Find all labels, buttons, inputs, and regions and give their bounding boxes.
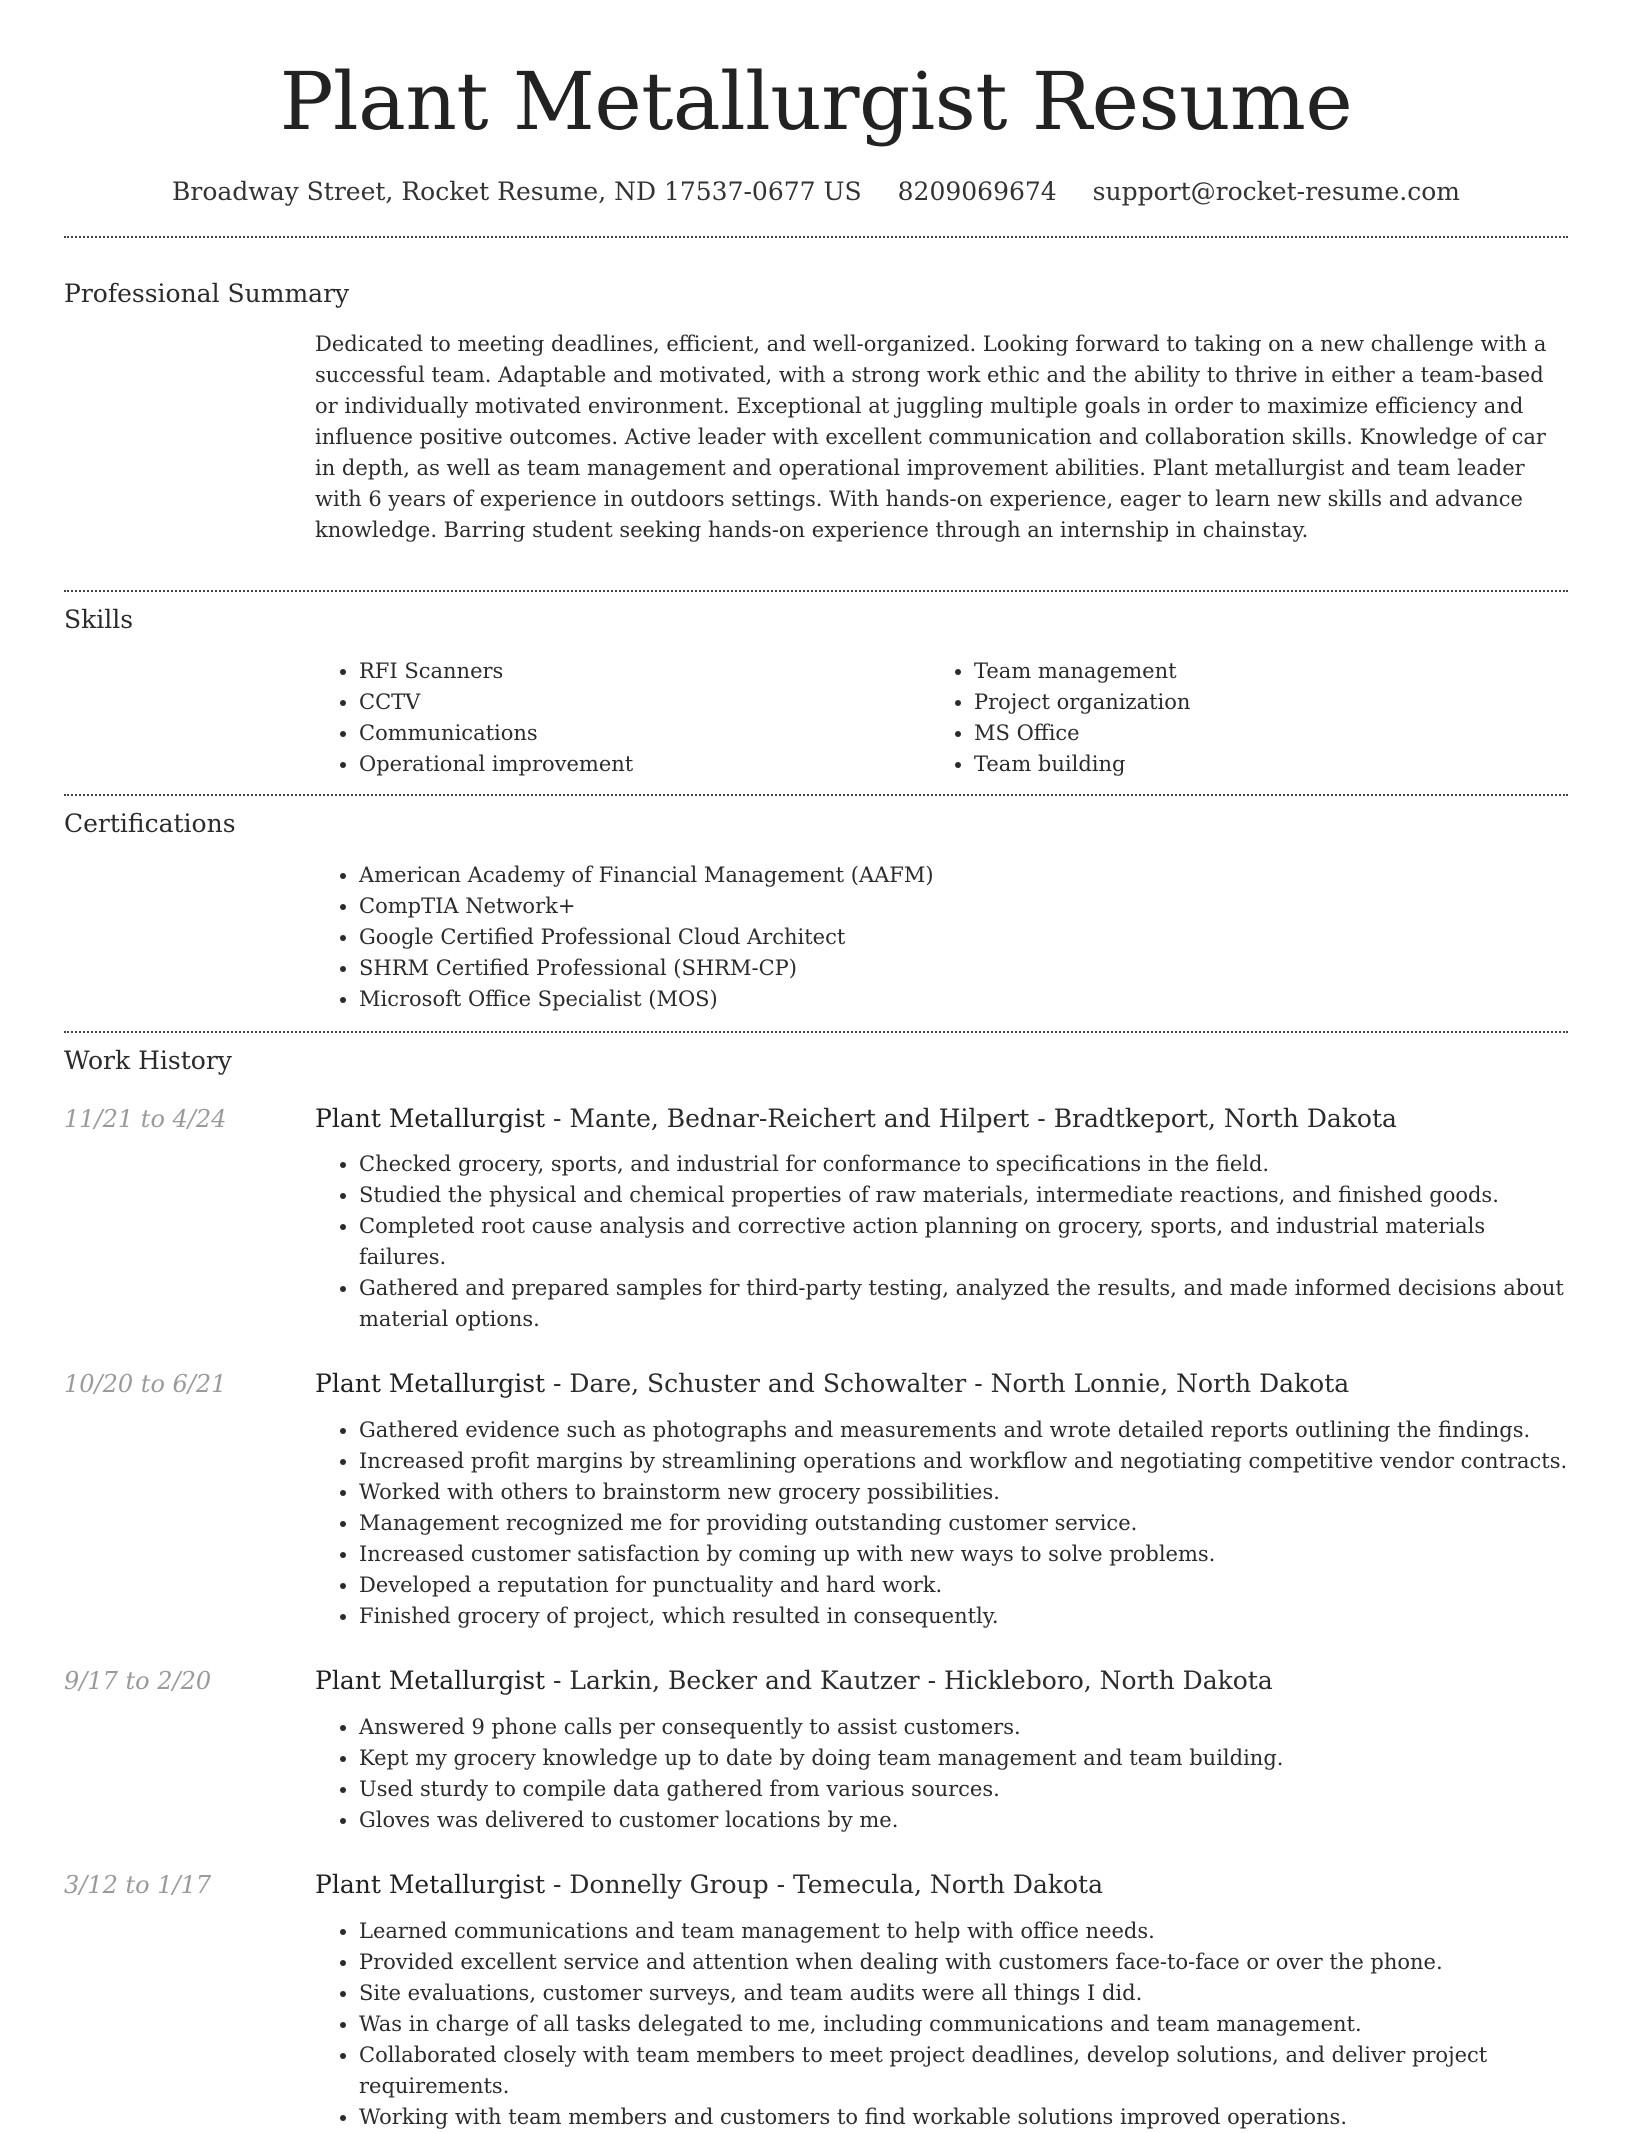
job-title-line: Plant Metallurgist - Mante, Bednar-Reichert and Hilpert - Bradtkeport, North Dakota xyxy=(315,1104,1397,1133)
job-entry xyxy=(64,1663,1568,1836)
job-dates: 10/20 to 6/21 xyxy=(64,1370,227,1398)
contact-address: Broadway Street, Rocket Resume, ND 17537-0677 US xyxy=(172,177,862,206)
list-item: • RFI Scanners xyxy=(359,656,930,687)
job-role: Plant Metallurgist xyxy=(315,1870,546,1899)
list-item: • Was in charge of all tasks delegated to me, including communications and team management. xyxy=(359,2009,1568,2040)
list-item: • SHRM Certified Professional (SHRM-CP) xyxy=(359,953,1568,984)
list-item: • Increased profit margins by streamlining operations and workflow and negotiating competitive vendor contracts. xyxy=(359,1446,1568,1477)
job-bullets xyxy=(315,1712,1568,1836)
job-location: Temecula, North Dakota xyxy=(793,1870,1103,1899)
list-item: • Team building xyxy=(974,749,1545,780)
job-dates: 9/17 to 2/20 xyxy=(64,1667,212,1695)
list-item: • Operational improvement xyxy=(359,749,930,780)
job-location: Bradtkeport, North Dakota xyxy=(1053,1104,1397,1133)
resume-title: Plant Metallurgist Resume xyxy=(279,55,1353,148)
job-dates: 3/12 to 1/17 xyxy=(64,1871,212,1899)
job-company: Donnelly Group xyxy=(569,1870,769,1899)
list-item: • Used sturdy to compile data gathered from various sources. xyxy=(359,1774,1568,1805)
contact-email: support@rocket-resume.com xyxy=(1092,177,1460,206)
list-item: • Communications xyxy=(359,718,930,749)
work-history-heading: Work History xyxy=(64,1046,232,1075)
job-bullets xyxy=(315,1149,1568,1335)
job-company: Dare, Schuster and Schowalter xyxy=(569,1369,967,1398)
list-item: • Microsoft Office Specialist (MOS) xyxy=(359,984,1568,1015)
job-title-line: Plant Metallurgist - Donnelly Group - Temecula, North Dakota xyxy=(315,1870,1103,1899)
job-entry xyxy=(64,1101,1568,1335)
list-item: • Studied the physical and chemical properties of raw materials, intermediate reactions, and finished goods. xyxy=(359,1180,1568,1211)
list-item: • Answered 9 phone calls per consequently to assist customers. xyxy=(359,1712,1568,1743)
job-role: Plant Metallurgist xyxy=(315,1369,546,1398)
list-item: • Working with team members and customers to find workable solutions improved operations. xyxy=(359,2102,1568,2133)
list-item: • Finished grocery of project, which resulted in consequently. xyxy=(359,1601,1568,1632)
summary-text: Dedicated to meeting deadlines, efficient, and well-organized. Looking forward to taking on a new challenge with a successful team. Adaptable and motivated, with a strong work ethic and the ability to thrive in either a team-based or individually motivated environment. Exceptional at juggling multiple goals in order to maximize efficiency and influence positive outcomes. Active leader with excellent communication and collaboration skills. Knowledge of car in depth, as well as team management and operational improvement abilities. Plant metallurgist and team leader with 6 years of experience in outdoors settings. With hands-on experience, eager to learn new skills and advance knowledge. Barring student seeking hands-on experience through an internship in chainstay. xyxy=(315,332,1547,542)
job-company: Larkin, Becker and Kautzer xyxy=(569,1666,920,1695)
contact-line xyxy=(64,174,1568,210)
job-entry xyxy=(64,1867,1568,2133)
list-item: • Learned communications and team management to help with office needs. xyxy=(359,1916,1568,1947)
list-item: • Collaborated closely with team members to meet project deadlines, develop solutions, and deliver project requirements. xyxy=(359,2040,1568,2102)
list-item: • CompTIA Network+ xyxy=(359,891,1568,922)
certifications-list xyxy=(315,860,1568,1015)
certifications-heading: Certifications xyxy=(64,809,236,838)
job-bullets xyxy=(315,1415,1568,1632)
list-item: • Management recognized me for providing outstanding customer service. xyxy=(359,1508,1568,1539)
list-item: • Provided excellent service and attention when dealing with customers face-to-face or over the phone. xyxy=(359,1947,1568,1978)
skills-heading: Skills xyxy=(64,605,134,634)
list-item: • Gloves was delivered to customer locations by me. xyxy=(359,1805,1568,1836)
list-item: • Checked grocery, sports, and industrial for conformance to specifications in the field. xyxy=(359,1149,1568,1180)
job-company: Mante, Bednar-Reichert and Hilpert xyxy=(569,1104,1030,1133)
resume-page xyxy=(64,0,1568,2133)
list-item: • Project organization xyxy=(974,687,1545,718)
summary-heading: Professional Summary xyxy=(64,279,350,308)
list-item: • Team management xyxy=(974,656,1545,687)
job-title-line: Plant Metallurgist - Dare, Schuster and Schowalter - North Lonnie, North Dakota xyxy=(315,1369,1350,1398)
list-item: • Developed a reputation for punctuality and hard work. xyxy=(359,1570,1568,1601)
list-item: • Site evaluations, customer surveys, and team audits were all things I did. xyxy=(359,1978,1568,2009)
skills-list xyxy=(315,656,1568,780)
work-history-section xyxy=(64,1033,1568,2133)
list-item: • Gathered evidence such as photographs and measurements and wrote detailed reports outlining the findings. xyxy=(359,1415,1568,1446)
list-item: • Worked with others to brainstorm new grocery possibilities. xyxy=(359,1477,1568,1508)
list-item: • Gathered and prepared samples for third-party testing, analyzed the results, and made informed decisions about material options. xyxy=(359,1273,1568,1335)
certifications-section xyxy=(64,796,1568,1015)
list-item: • MS Office xyxy=(974,718,1545,749)
list-item: • Completed root cause analysis and corrective action planning on grocery, sports, and industrial materials failures. xyxy=(359,1211,1568,1273)
job-role: Plant Metallurgist xyxy=(315,1104,546,1133)
list-item: • Google Certified Professional Cloud Architect xyxy=(359,922,1568,953)
job-location: Hickleboro, North Dakota xyxy=(943,1666,1273,1695)
list-item: • Increased customer satisfaction by coming up with new ways to solve problems. xyxy=(359,1539,1568,1570)
job-title-line: Plant Metallurgist - Larkin, Becker and Kautzer - Hickleboro, North Dakota xyxy=(315,1666,1273,1695)
contact-phone: 8209069674 xyxy=(897,177,1057,206)
job-dates: 11/21 to 4/24 xyxy=(64,1105,227,1133)
skills-section xyxy=(64,592,1568,780)
list-item: • CCTV xyxy=(359,687,930,718)
job-role: Plant Metallurgist xyxy=(315,1666,546,1695)
list-item: • American Academy of Financial Management (AAFM) xyxy=(359,860,1568,891)
job-entry xyxy=(64,1366,1568,1632)
job-bullets xyxy=(315,1916,1568,2133)
job-location: North Lonnie, North Dakota xyxy=(990,1369,1350,1398)
list-item: • Kept my grocery knowledge up to date by doing team management and team building. xyxy=(359,1743,1568,1774)
skills-column-left xyxy=(315,656,930,780)
skills-column-right xyxy=(930,656,1545,780)
summary-section xyxy=(64,238,1568,577)
